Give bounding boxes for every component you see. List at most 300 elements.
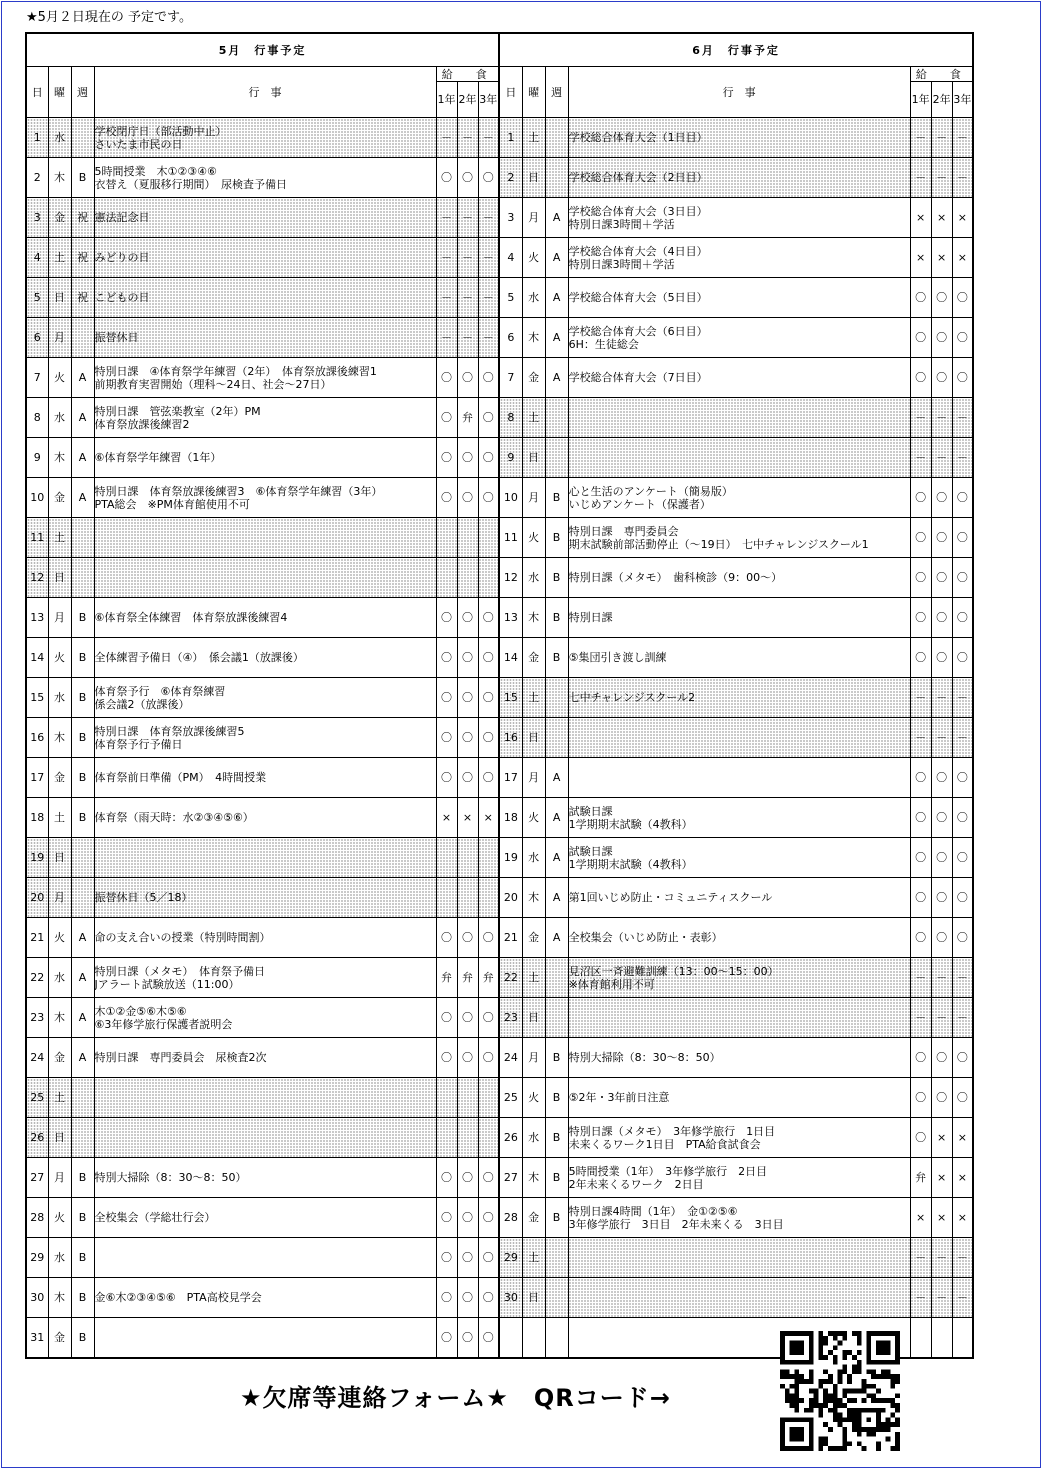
june-lunch-grade3: 〇: [952, 558, 973, 598]
june-event-text: [568, 998, 910, 1038]
june-lunch-grade3: 〇: [952, 798, 973, 838]
may-lunch-grade3: 〇: [478, 1038, 499, 1078]
header-grade: 1年: [436, 82, 457, 118]
may-lunch-grade3: [478, 878, 499, 918]
june-lunch-grade3: －: [952, 438, 973, 478]
day-row: [26, 838, 973, 878]
may-event-text: 体育祭（雨天時：水②③④⑤⑥）: [94, 798, 436, 838]
june-weekday: 金: [522, 918, 545, 958]
june-day-number: 6: [499, 318, 522, 358]
june-day-number: 2: [499, 158, 522, 198]
may-lunch-grade2: 〇: [457, 918, 478, 958]
june-week-type: A: [545, 918, 568, 958]
may-event-text: 命の支え合いの授業（特別時間割）: [94, 918, 436, 958]
june-week-type: A: [545, 318, 568, 358]
may-lunch-grade2: 弁: [457, 398, 478, 438]
june-week-type: B: [545, 478, 568, 518]
day-row: [26, 358, 973, 398]
qr-code-icon[interactable]: [780, 1331, 900, 1451]
june-day-number: 17: [499, 758, 522, 798]
day-row: [26, 278, 973, 318]
june-event-text: [568, 1238, 910, 1278]
june-lunch-grade1: [910, 1318, 931, 1358]
june-event-text: 特別日課（メタモ） 3年修学旅行 1日目 未来くるワーク1日目 PTA給食試食会: [568, 1118, 910, 1158]
june-lunch-grade3: －: [952, 998, 973, 1038]
june-lunch-grade1: 〇: [910, 638, 931, 678]
may-day-number: 11: [26, 518, 48, 558]
may-event-text: 特別日課（メタモ） 体育祭予備日 Jアラート試験放送（11:00）: [94, 958, 436, 998]
june-lunch-grade3: 〇: [952, 918, 973, 958]
may-event-text: ⑥体育祭全体練習 体育祭放課後練習4: [94, 598, 436, 638]
june-lunch-grade2: 〇: [931, 278, 952, 318]
may-weekday: 火: [48, 358, 71, 398]
june-lunch-grade2: 〇: [931, 918, 952, 958]
may-lunch-grade3: [478, 558, 499, 598]
may-event-text: [94, 1118, 436, 1158]
may-lunch-grade3: [478, 1078, 499, 1118]
june-lunch-grade3: 〇: [952, 878, 973, 918]
june-week-type: [545, 718, 568, 758]
june-weekday: 火: [522, 238, 545, 278]
june-lunch-grade2: －: [931, 1278, 952, 1318]
may-event-text: 特別日課 ④体育祭学年練習（2年） 体育祭放課後練習1 前期教育実習開始（理科～24日、社会～27日）: [94, 358, 436, 398]
june-lunch-grade1: 〇: [910, 1038, 931, 1078]
may-weekday: 水: [48, 678, 71, 718]
may-lunch-grade1: －: [436, 198, 457, 238]
day-row: [26, 1278, 973, 1318]
june-lunch-grade1: 〇: [910, 1118, 931, 1158]
june-weekday: 月: [522, 758, 545, 798]
may-weekday: 月: [48, 598, 71, 638]
may-day-number: 22: [26, 958, 48, 998]
june-lunch-grade1: －: [910, 1278, 931, 1318]
may-weekday: 木: [48, 158, 71, 198]
june-week-type: A: [545, 358, 568, 398]
may-lunch-grade3: 〇: [478, 1238, 499, 1278]
may-lunch-grade2: 〇: [457, 1198, 478, 1238]
may-week-type: 祝: [71, 238, 94, 278]
may-event-text: 特別日課 体育祭放課後練習5 体育祭予行予備日: [94, 718, 436, 758]
header-grade: 3年: [478, 82, 499, 118]
may-lunch-grade3: 〇: [478, 998, 499, 1038]
day-row: [26, 678, 973, 718]
june-event-text: 学校総合体育大会（2日目）: [568, 158, 910, 198]
june-weekday: 日: [522, 158, 545, 198]
may-day-number: 5: [26, 278, 48, 318]
june-lunch-grade2: －: [931, 958, 952, 998]
june-week-type: [545, 398, 568, 438]
may-lunch-grade1: 〇: [436, 1318, 457, 1358]
may-day-number: 29: [26, 1238, 48, 1278]
may-weekday: 土: [48, 798, 71, 838]
schedule-table: [25, 32, 974, 1359]
may-event-text: 5時間授業 木①②③④⑥ 衣替え（夏服移行期間） 尿検査予備日: [94, 158, 436, 198]
may-lunch-grade2: 〇: [457, 1038, 478, 1078]
may-week-type: A: [71, 478, 94, 518]
june-day-number: 28: [499, 1198, 522, 1238]
may-lunch-grade1: 〇: [436, 918, 457, 958]
may-lunch-grade2: －: [457, 238, 478, 278]
june-lunch-grade1: －: [910, 958, 931, 998]
may-day-number: 2: [26, 158, 48, 198]
may-week-type: A: [71, 438, 94, 478]
june-weekday: 月: [522, 198, 545, 238]
june-day-number: 21: [499, 918, 522, 958]
june-lunch-grade1: －: [910, 1238, 931, 1278]
may-week-type: B: [71, 598, 94, 638]
june-lunch-grade3: 〇: [952, 638, 973, 678]
may-lunch-grade3: ×: [478, 798, 499, 838]
june-weekday: 水: [522, 558, 545, 598]
june-event-text: [568, 438, 910, 478]
june-lunch-grade2: 〇: [931, 478, 952, 518]
may-lunch-grade2: 〇: [457, 998, 478, 1038]
june-day-number: 23: [499, 998, 522, 1038]
may-lunch-grade2: 〇: [457, 638, 478, 678]
june-event-text: 七中チャレンジスクール2: [568, 678, 910, 718]
may-week-type: B: [71, 758, 94, 798]
may-lunch-grade3: 〇: [478, 398, 499, 438]
june-day-number: 19: [499, 838, 522, 878]
may-weekday: 木: [48, 998, 71, 1038]
june-lunch-grade2: －: [931, 678, 952, 718]
june-weekday: 日: [522, 438, 545, 478]
june-week-type: B: [545, 638, 568, 678]
may-lunch-grade1: [436, 518, 457, 558]
may-week-type: B: [71, 638, 94, 678]
may-week-type: B: [71, 1198, 94, 1238]
may-event-text: 木①②金⑤⑥木⑤⑥ ⑥3年修学旅行保護者説明会: [94, 998, 436, 1038]
may-lunch-grade1: －: [436, 318, 457, 358]
june-week-type: B: [545, 1078, 568, 1118]
june-week-type: B: [545, 598, 568, 638]
may-week-type: [71, 558, 94, 598]
header-day: 日: [499, 67, 522, 118]
june-week-type: A: [545, 758, 568, 798]
may-event-text: [94, 1238, 436, 1278]
day-row: [26, 1238, 973, 1278]
june-day-number: 12: [499, 558, 522, 598]
may-weekday: 金: [48, 478, 71, 518]
june-day-number: 29: [499, 1238, 522, 1278]
june-weekday: 日: [522, 718, 545, 758]
may-weekday: 土: [48, 518, 71, 558]
june-weekday: 土: [522, 958, 545, 998]
may-event-text: 特別日課 体育祭放課後練習3 ⑥体育祭学年練習（3年） PTA総会 ※PM体育館使用不可: [94, 478, 436, 518]
may-day-number: 12: [26, 558, 48, 598]
june-lunch-grade3: 〇: [952, 598, 973, 638]
may-day-number: 9: [26, 438, 48, 478]
may-day-number: 10: [26, 478, 48, 518]
june-day-number: 1: [499, 118, 522, 158]
may-day-number: 17: [26, 758, 48, 798]
june-weekday: 土: [522, 678, 545, 718]
may-weekday: 金: [48, 1038, 71, 1078]
june-lunch-grade2: 〇: [931, 598, 952, 638]
june-day-number: 26: [499, 1118, 522, 1158]
june-day-number: 5: [499, 278, 522, 318]
june-lunch-grade3: －: [952, 958, 973, 998]
may-week-type: B: [71, 1238, 94, 1278]
day-row: [26, 638, 973, 678]
may-week-type: A: [71, 958, 94, 998]
may-lunch-grade3: －: [478, 198, 499, 238]
june-title: 6月 行事予定: [499, 33, 973, 67]
june-day-number: 10: [499, 478, 522, 518]
may-day-number: 19: [26, 838, 48, 878]
may-lunch-grade2: [457, 558, 478, 598]
june-lunch-grade3: 〇: [952, 1078, 973, 1118]
june-lunch-grade2: 〇: [931, 558, 952, 598]
june-weekday: 火: [522, 1078, 545, 1118]
june-lunch-grade3: －: [952, 718, 973, 758]
may-lunch-grade1: 〇: [436, 358, 457, 398]
may-week-type: [71, 878, 94, 918]
may-event-text: 体育祭予行 ⑥体育祭練習 係会議2（放課後）: [94, 678, 436, 718]
june-lunch-grade1: 〇: [910, 838, 931, 878]
may-event-text: 全体練習予備日（④） 係会議1（放課後）: [94, 638, 436, 678]
may-weekday: 日: [48, 558, 71, 598]
june-lunch-grade1: －: [910, 998, 931, 1038]
june-lunch-grade1: －: [910, 678, 931, 718]
june-lunch-grade3: ×: [952, 1158, 973, 1198]
june-event-text: 心と生活のアンケート（簡易版） いじめアンケート（保護者）: [568, 478, 910, 518]
june-lunch-grade1: 〇: [910, 598, 931, 638]
june-event-text: 試験日課 1学期期末試験（4教科）: [568, 798, 910, 838]
day-row: [26, 158, 973, 198]
june-lunch-grade3: 〇: [952, 358, 973, 398]
header-week: 週: [545, 67, 568, 118]
may-lunch-grade3: 〇: [478, 1158, 499, 1198]
day-row: [26, 318, 973, 358]
may-lunch-grade3: 〇: [478, 438, 499, 478]
june-event-text: 5時間授業（1年） 3年修学旅行 2日目 2年未来くるワーク 2日目: [568, 1158, 910, 1198]
may-lunch-grade3: [478, 518, 499, 558]
june-lunch-grade1: ×: [910, 238, 931, 278]
header-grade: 1年: [910, 82, 931, 118]
may-week-type: [71, 518, 94, 558]
june-week-type: A: [545, 798, 568, 838]
june-event-text: [568, 758, 910, 798]
june-day-number: 8: [499, 398, 522, 438]
may-lunch-grade2: 〇: [457, 1318, 478, 1358]
june-weekday: 水: [522, 838, 545, 878]
day-row: [26, 718, 973, 758]
may-lunch-grade1: 弁: [436, 958, 457, 998]
may-lunch-grade3: 〇: [478, 718, 499, 758]
june-lunch-grade1: 〇: [910, 1078, 931, 1118]
may-lunch-grade3: 〇: [478, 678, 499, 718]
header-grade: 2年: [931, 82, 952, 118]
june-event-text: 学校総合体育大会（6日目） 6H：生徒総会: [568, 318, 910, 358]
may-week-type: 祝: [71, 278, 94, 318]
may-lunch-grade2: ×: [457, 798, 478, 838]
may-lunch-grade3: 〇: [478, 918, 499, 958]
june-lunch-grade3: 〇: [952, 1038, 973, 1078]
may-lunch-grade2: [457, 838, 478, 878]
may-event-text: こどもの日: [94, 278, 436, 318]
header-weekday: 曜: [522, 67, 545, 118]
june-lunch-grade1: －: [910, 438, 931, 478]
day-row: [26, 598, 973, 638]
june-lunch-grade3: －: [952, 158, 973, 198]
june-lunch-grade3: －: [952, 1278, 973, 1318]
june-week-type: B: [545, 1158, 568, 1198]
june-day-number: 24: [499, 1038, 522, 1078]
may-event-text: [94, 838, 436, 878]
header-lunch: 給 食: [436, 67, 499, 82]
june-week-type: [545, 678, 568, 718]
june-event-text: 特別日課 専門委員会 期末試験前部活動停止（～19日） 七中チャレンジスクール1: [568, 518, 910, 558]
may-lunch-grade3: －: [478, 238, 499, 278]
may-lunch-grade2: 〇: [457, 758, 478, 798]
may-event-text: 全校集会（学総壮行会）: [94, 1198, 436, 1238]
june-event-text: [568, 398, 910, 438]
may-event-text: [94, 558, 436, 598]
may-day-number: 3: [26, 198, 48, 238]
may-lunch-grade1: 〇: [436, 478, 457, 518]
may-lunch-grade3: 〇: [478, 478, 499, 518]
may-week-type: A: [71, 1038, 94, 1078]
may-day-number: 6: [26, 318, 48, 358]
may-weekday: 木: [48, 1278, 71, 1318]
june-event-text: ⑤集団引き渡し訓練: [568, 638, 910, 678]
june-event-text: 特別日課（メタモ） 歯科検診（9：00～）: [568, 558, 910, 598]
may-day-number: 25: [26, 1078, 48, 1118]
june-lunch-grade2: 〇: [931, 1038, 952, 1078]
header-event: 行 事: [568, 67, 910, 118]
may-weekday: 日: [48, 1118, 71, 1158]
june-lunch-grade1: －: [910, 718, 931, 758]
may-day-number: 7: [26, 358, 48, 398]
june-day-number: 25: [499, 1078, 522, 1118]
june-event-text: 学校総合体育大会（4日目） 特別日課3時間＋学活: [568, 238, 910, 278]
june-lunch-grade2: －: [931, 1238, 952, 1278]
june-lunch-grade3: 〇: [952, 318, 973, 358]
may-lunch-grade2: [457, 1118, 478, 1158]
june-lunch-grade2: －: [931, 998, 952, 1038]
may-lunch-grade3: 〇: [478, 158, 499, 198]
may-lunch-grade3: 〇: [478, 358, 499, 398]
may-weekday: 火: [48, 638, 71, 678]
header-event: 行 事: [94, 67, 436, 118]
june-weekday: 木: [522, 1158, 545, 1198]
may-event-text: 振替休日（5／18）: [94, 878, 436, 918]
may-week-type: [71, 318, 94, 358]
may-lunch-grade2: －: [457, 198, 478, 238]
june-lunch-grade1: ×: [910, 1198, 931, 1238]
day-row: [26, 758, 973, 798]
may-event-text: 憲法記念日: [94, 198, 436, 238]
june-weekday: 月: [522, 478, 545, 518]
june-lunch-grade3: 〇: [952, 838, 973, 878]
june-week-type: [545, 158, 568, 198]
june-lunch-grade3: －: [952, 118, 973, 158]
may-lunch-grade3: －: [478, 118, 499, 158]
day-row: [26, 238, 973, 278]
june-weekday: [522, 1318, 545, 1358]
june-week-type: B: [545, 1038, 568, 1078]
may-week-type: [71, 118, 94, 158]
may-week-type: B: [71, 678, 94, 718]
may-event-text: 金⑥木②③④⑤⑥ PTA高校見学会: [94, 1278, 436, 1318]
day-row: [26, 438, 973, 478]
header-week: 週: [71, 67, 94, 118]
may-weekday: 木: [48, 718, 71, 758]
june-event-text: 特別日課: [568, 598, 910, 638]
may-lunch-grade1: [436, 878, 457, 918]
june-week-type: B: [545, 558, 568, 598]
may-lunch-grade3: 〇: [478, 598, 499, 638]
may-lunch-grade1: 〇: [436, 998, 457, 1038]
june-lunch-grade2: －: [931, 718, 952, 758]
june-lunch-grade1: 〇: [910, 918, 931, 958]
june-day-number: 22: [499, 958, 522, 998]
june-lunch-grade1: －: [910, 158, 931, 198]
june-week-type: [545, 1318, 568, 1358]
may-week-type: B: [71, 1158, 94, 1198]
june-lunch-grade1: 〇: [910, 518, 931, 558]
may-lunch-grade3: －: [478, 278, 499, 318]
june-event-text: 学校総合体育大会（7日目）: [568, 358, 910, 398]
may-weekday: 水: [48, 1238, 71, 1278]
may-weekday: 月: [48, 1158, 71, 1198]
may-weekday: 火: [48, 918, 71, 958]
june-lunch-grade1: －: [910, 118, 931, 158]
june-lunch-grade3: 〇: [952, 518, 973, 558]
june-event-text: 全校集会（いじめ防止・表彰）: [568, 918, 910, 958]
june-day-number: 3: [499, 198, 522, 238]
june-event-text: 見沼区一斉避難訓練（13：00～15：00） ※体育館利用不可: [568, 958, 910, 998]
may-title: 5月 行事予定: [26, 33, 499, 67]
may-event-text: 特別日課 管弦楽教室（2年）PM 体育祭放課後練習2: [94, 398, 436, 438]
june-day-number: 20: [499, 878, 522, 918]
june-event-text: [568, 1278, 910, 1318]
june-lunch-grade3: －: [952, 1238, 973, 1278]
june-event-text: 試験日課 1学期期末試験（4教科）: [568, 838, 910, 878]
may-event-text: 特別日課 専門委員会 尿検査2次: [94, 1038, 436, 1078]
june-day-number: 27: [499, 1158, 522, 1198]
may-event-text: みどりの日: [94, 238, 436, 278]
may-lunch-grade1: 〇: [436, 758, 457, 798]
may-week-type: A: [71, 398, 94, 438]
header-day: 日: [26, 67, 48, 118]
june-lunch-grade2: ×: [931, 1198, 952, 1238]
may-day-number: 4: [26, 238, 48, 278]
june-weekday: 月: [522, 1038, 545, 1078]
may-day-number: 20: [26, 878, 48, 918]
may-lunch-grade3: 〇: [478, 1318, 499, 1358]
june-day-number: 14: [499, 638, 522, 678]
june-event-text: 特別大掃除（8：30～8：50）: [568, 1038, 910, 1078]
may-day-number: 30: [26, 1278, 48, 1318]
june-lunch-grade1: 〇: [910, 358, 931, 398]
june-weekday: 土: [522, 398, 545, 438]
may-week-type: [71, 1118, 94, 1158]
may-lunch-grade1: 〇: [436, 398, 457, 438]
may-weekday: 日: [48, 838, 71, 878]
june-day-number: 4: [499, 238, 522, 278]
header-weekday: 曜: [48, 67, 71, 118]
may-lunch-grade2: －: [457, 118, 478, 158]
june-lunch-grade2: －: [931, 438, 952, 478]
may-lunch-grade3: －: [478, 318, 499, 358]
june-lunch-grade2: ×: [931, 1118, 952, 1158]
may-lunch-grade3: 〇: [478, 758, 499, 798]
may-lunch-grade1: 〇: [436, 598, 457, 638]
june-week-type: A: [545, 198, 568, 238]
may-day-number: 27: [26, 1158, 48, 1198]
